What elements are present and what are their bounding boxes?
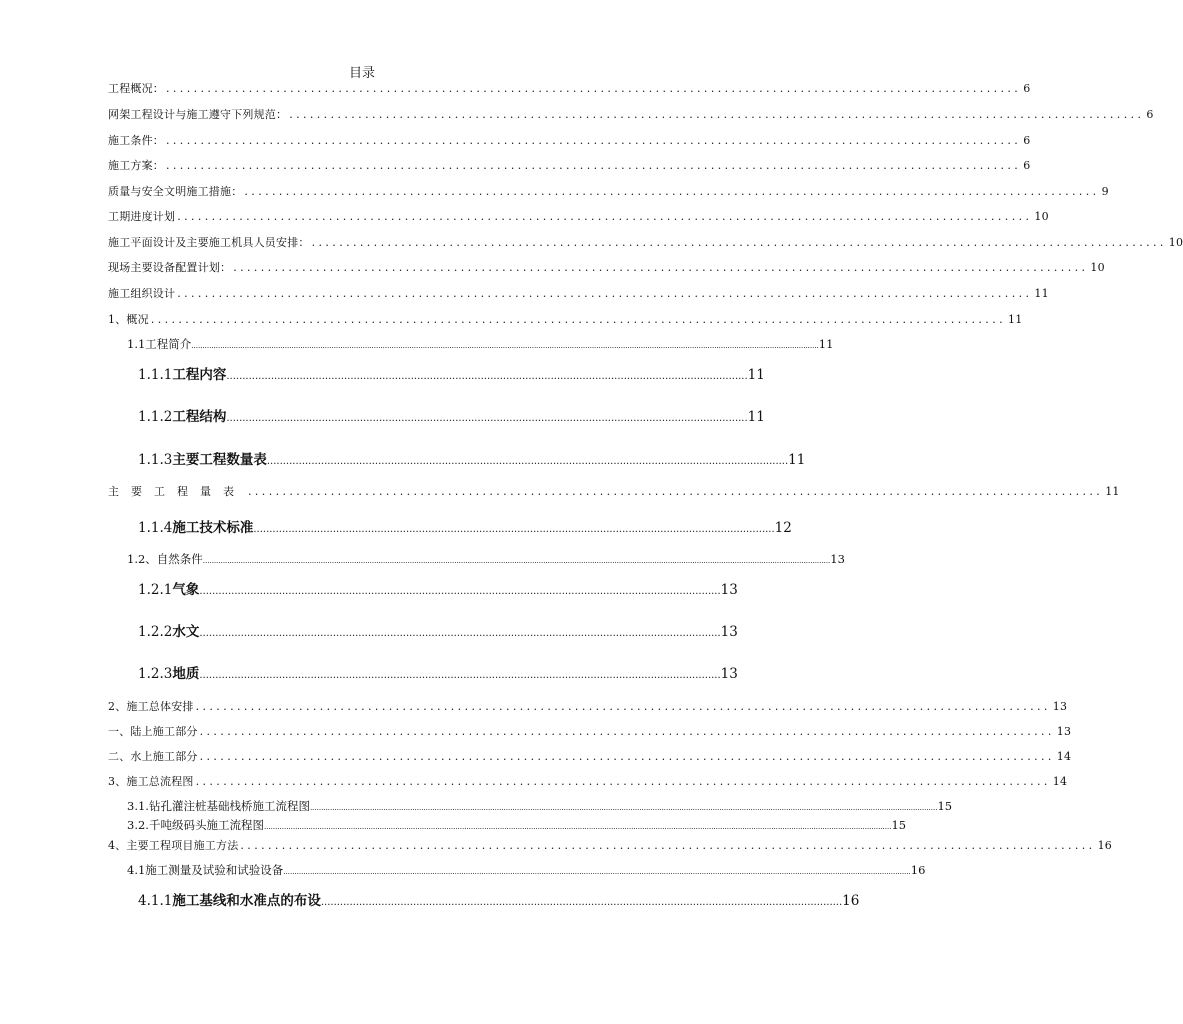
toc-entry[interactable] <box>108 285 1049 301</box>
toc-entry-label: 施工组织设计 <box>108 287 176 300</box>
leader-dots: ............................................................................................................................ <box>195 775 1051 788</box>
toc-entry-page: 14 <box>1056 750 1072 763</box>
toc-entry-heading: 施工技术标准 <box>172 520 254 536</box>
toc-entry-label <box>138 448 267 468</box>
toc-entry-label: 3.2.千吨级码头施工流程图 <box>127 818 264 832</box>
toc-entry-number: 4.1.1 <box>138 893 173 909</box>
leader-dots: ............................................................................................................................ <box>289 108 1145 121</box>
toc-entry-page: 13 <box>720 582 738 598</box>
toc-entry[interactable] <box>108 698 1068 714</box>
toc-entry-page: 10 <box>1090 261 1105 274</box>
toc-entry-label: 1.2、自然条件 <box>127 552 203 566</box>
toc-entry-page: 11 <box>747 367 765 383</box>
toc-entry-page: 11 <box>818 337 834 351</box>
leader-dots: ............................................................................................................................ <box>311 236 1167 249</box>
toc-entry-heading: 主要工程数量表 <box>172 452 267 468</box>
toc-entry-label: 网架工程设计与施工遵守下列规范： <box>108 108 288 121</box>
toc-entry-label: 二、水上施工部分 <box>108 750 198 763</box>
toc-entry[interactable] <box>108 234 1183 250</box>
toc-entry[interactable] <box>108 132 1031 148</box>
toc-entry[interactable] <box>138 662 738 682</box>
toc-entry-number: 1.1.2 <box>138 409 173 425</box>
toc-entry-label: 质量与安全文明施工措施： <box>108 185 243 198</box>
toc-entry-label: 4.1施工测量及试验和试验设备 <box>127 863 284 877</box>
toc-entry[interactable] <box>127 798 953 814</box>
toc-entry-label: 施工平面设计及主要施工机具人员安排： <box>108 236 310 249</box>
toc-entry[interactable] <box>138 405 765 425</box>
toc-entry[interactable] <box>127 336 834 352</box>
toc-entry-page: 6 <box>1023 159 1031 172</box>
leader-dots: .................................................................................................................................................................... <box>226 371 748 382</box>
leader-dots: .......................................................................................................................................................................................................................................................................................... <box>309 804 938 812</box>
leader-dots: ............................................................................................................................ <box>248 485 1104 498</box>
toc-entry-label: 工期进度计划 <box>108 210 176 223</box>
toc-title: 目录 <box>348 66 375 81</box>
leader-dots: ............................................................................................................................ <box>199 725 1055 738</box>
leader-dots: ............................................................................................................................ <box>195 700 1051 713</box>
toc-entry-number: 1.1.3 <box>138 452 173 468</box>
leader-dots: .......................................................................................................................................................................................................................................................................................... <box>283 868 911 876</box>
toc-entry-heading: 工程内容 <box>172 367 227 383</box>
toc-entry-heading: 地质 <box>172 666 200 682</box>
toc-entry[interactable] <box>108 723 1072 739</box>
toc-entry[interactable] <box>108 748 1072 764</box>
toc-entry-label: 3、施工总流程图 <box>108 775 194 788</box>
leader-dots: ............................................................................................................................ <box>177 287 1033 300</box>
leader-dots: .......................................................................................................................................................................................................................................................................................... <box>263 823 892 831</box>
toc-entry[interactable] <box>127 817 907 833</box>
toc-entry-number: 1.2.2 <box>138 624 173 640</box>
toc-entry[interactable] <box>108 208 1049 224</box>
toc-entry[interactable] <box>108 183 1109 199</box>
toc-entry-label: 现场主要设备配置计划： <box>108 261 232 274</box>
toc-entry[interactable] <box>108 483 1120 499</box>
toc-entry-page: 11 <box>1008 313 1023 326</box>
leader-dots: ............................................................................................................................ <box>177 210 1033 223</box>
leader-dots: ............................................................................................................................ <box>150 313 1006 326</box>
toc-entry[interactable] <box>108 106 1154 122</box>
toc-entry-label <box>138 516 253 536</box>
toc-entry[interactable] <box>138 516 792 536</box>
toc-entry-page: 9 <box>1101 185 1109 198</box>
leader-dots: .................................................................................................................................................................... <box>199 586 721 597</box>
toc-entry-label: 施工条件： <box>108 134 164 147</box>
toc-entry-label: 3.1.钻孔灌注桩基础栈桥施工流程图 <box>127 799 310 813</box>
toc-entry-page: 13 <box>1052 700 1068 713</box>
toc-entry-page: 6 <box>1023 82 1031 95</box>
toc-entry-label: 4、主要工程项目施工方法 <box>108 839 239 852</box>
toc-entry-label <box>138 662 199 682</box>
toc-entry-number: 1.1.1 <box>138 367 173 383</box>
toc-entry-heading: 水文 <box>172 624 200 640</box>
toc-entry-label: 施工方案： <box>108 159 164 172</box>
toc-entry[interactable] <box>108 311 1023 327</box>
leader-dots: ............................................................................................................................ <box>240 839 1096 852</box>
leader-dots: .......................................................................................................................................................................................................................................................................................... <box>191 342 819 350</box>
toc-entry-page: 13 <box>830 552 845 566</box>
toc-entry-number: 1.2.3 <box>138 666 173 682</box>
toc-entry-page: 16 <box>910 863 926 877</box>
leader-dots: .................................................................................................................................................................... <box>266 456 789 467</box>
toc-entry-page: 11 <box>1105 485 1120 498</box>
leader-dots: .................................................................................................................................................................... <box>226 413 748 424</box>
toc-entry-page: 13 <box>1056 725 1072 738</box>
leader-dots: ............................................................................................................................ <box>199 750 1055 763</box>
toc-entry-page: 13 <box>720 666 738 682</box>
toc-entry-page: 6 <box>1023 134 1031 147</box>
toc-entry-label: 2、施工总体安排 <box>108 700 194 713</box>
toc-entry-page: 10 <box>1168 236 1183 249</box>
toc-entry[interactable] <box>138 448 806 468</box>
toc-entry-page: 11 <box>1034 287 1049 300</box>
toc-entry-heading: 施工基线和水准点的布设 <box>172 893 321 909</box>
toc-entry-page: 13 <box>720 624 738 640</box>
toc-entry-page: 14 <box>1052 775 1068 788</box>
toc-entry-page: 10 <box>1034 210 1049 223</box>
toc-entry-heading: 工程结构 <box>172 409 227 425</box>
toc-entry-label <box>138 889 321 909</box>
toc-entry-label <box>138 620 199 640</box>
toc-entry-label: 1、概况 <box>108 313 149 326</box>
leader-dots: .................................................................................................................................................................... <box>253 524 775 535</box>
toc-entry-page: 11 <box>788 452 806 468</box>
leader-dots: ............................................................................................................................ <box>233 261 1089 274</box>
toc-entry[interactable] <box>108 259 1105 275</box>
toc-entry-label: 一、陆上施工部分 <box>108 725 198 738</box>
toc-entry-number: 1.1.4 <box>138 520 173 536</box>
toc-entry[interactable] <box>108 837 1112 853</box>
toc-entry-label <box>138 578 199 598</box>
toc-entry-page: 6 <box>1146 108 1154 121</box>
leader-dots: ............................................................................................................................ <box>244 185 1100 198</box>
toc-entry-label: 主要工程量表 <box>108 485 246 498</box>
toc-entry[interactable] <box>138 889 860 909</box>
toc-entry-page: 15 <box>891 818 907 832</box>
toc-entry[interactable] <box>108 157 1031 173</box>
toc-entry-page: 12 <box>774 520 792 536</box>
leader-dots: ............................................................................................................................ <box>166 159 1022 172</box>
leader-dots: .................................................................................................................................................................... <box>199 670 721 681</box>
toc-entry[interactable] <box>138 363 765 383</box>
toc-entry-label: 1.1工程简介 <box>127 337 192 351</box>
toc-entry-number: 1.2.1 <box>138 582 173 598</box>
toc-entry-page: 15 <box>937 799 953 813</box>
toc-entry-heading: 气象 <box>172 582 200 598</box>
toc-entry[interactable] <box>127 551 845 567</box>
leader-dots: .................................................................................................................................................................... <box>320 897 843 908</box>
toc-entry-page: 16 <box>1097 839 1112 852</box>
toc-entry[interactable] <box>127 862 926 878</box>
toc-entry-label <box>138 405 226 425</box>
toc-entry-page: 16 <box>842 893 860 909</box>
toc-entry-label <box>138 363 226 383</box>
toc-entry[interactable] <box>138 620 738 640</box>
leader-dots: ............................................................................................................................ <box>166 134 1022 147</box>
toc-entry[interactable] <box>138 578 738 598</box>
leader-dots: .......................................................................................................................................................................................................................................................................................... <box>202 557 831 565</box>
toc-entry-page: 11 <box>747 409 765 425</box>
toc-entry-label: 工程概况： <box>108 82 164 95</box>
leader-dots: ............................................................................................................................ <box>166 82 1022 95</box>
toc-entry[interactable] <box>108 80 1031 96</box>
toc-entry[interactable] <box>108 773 1068 789</box>
leader-dots: .................................................................................................................................................................... <box>199 628 721 639</box>
